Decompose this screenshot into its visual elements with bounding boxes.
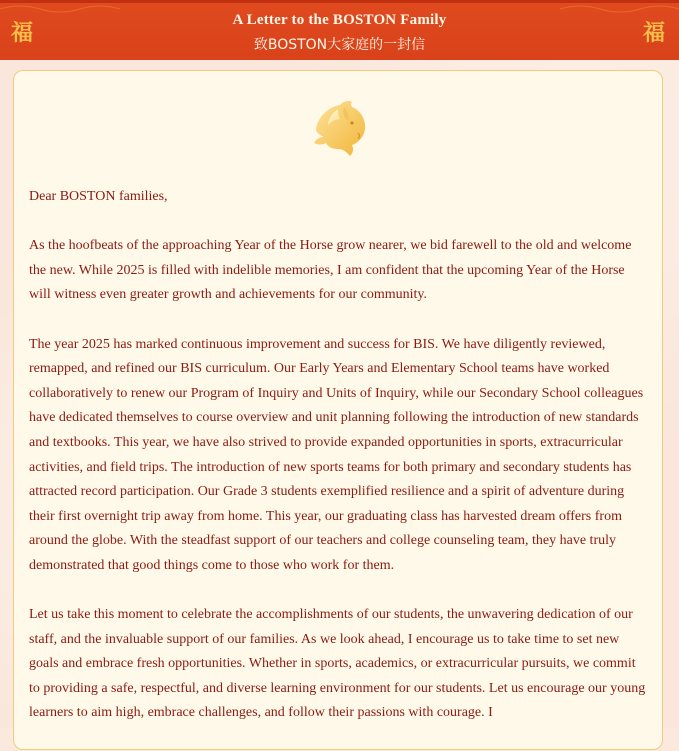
fu-character-icon: 福	[10, 20, 33, 46]
letter-greeting: Dear BOSTON families,	[29, 189, 168, 204]
fu-character-icon: 福	[642, 20, 665, 46]
letter-title-english: A Letter to the BOSTON Family	[232, 12, 447, 28]
letter-body	[29, 185, 649, 751]
letter-card	[13, 70, 663, 750]
letter-title-chinese: 致BOSTON大家庭的一封信	[253, 37, 426, 53]
letter-paragraph: The year 2025 has marked continuous improvement and success for BIS. We have diligently reviewed, remapped, and refined our BIS curriculum. Our Early Years and Elementary School teams have worked collaboratively to renew our Program of Inquiry and Units of Inquiry, while our Secondary School colleagues have dedicated themselves to course overview and unit planning following the introduction of new standards and textbooks. This year, we have also strived to provide expanded opportunities in sports, extracurricular activities, and field trips. The introduction of new sports teams for both primary and secondary students has attracted record participation. Our Grade 3 students exemplified resilience and a spirit of adventure during their first overnight trip away from home. This year, our graduating class has harvested dream offers from around the globe. With the steadfast support of our teachers and college counseling team, they have truly demonstrated that good things come to those who work for them.	[29, 336, 644, 573]
horse-head-icon	[308, 99, 370, 157]
letter-paragraph: Let us take this moment to celebrate the accomplishments of our students, the unwavering dedication of our staff, and the invaluable support of our families. As we look ahead, I encourage us to take time to set new goals and embrace fresh opportunities. Whether in sports, academics, or extracurricular pursuits, we commit to providing a safe, respectful, and diverse learning environment for our students. Let us encourage our young learners to aim high, embrace challenges, and follow their passions with courage. I	[29, 607, 646, 721]
letter-header-banner	[0, 0, 679, 60]
letter-paragraph: As the hoofbeats of the approaching Year of the Horse grow nearer, we bid farewell to the old and welcome the new. While 2025 is filled with indelible memories, I am confident that the upcoming Year of the Horse will witness even greater growth and achievements for our community.	[29, 238, 632, 303]
